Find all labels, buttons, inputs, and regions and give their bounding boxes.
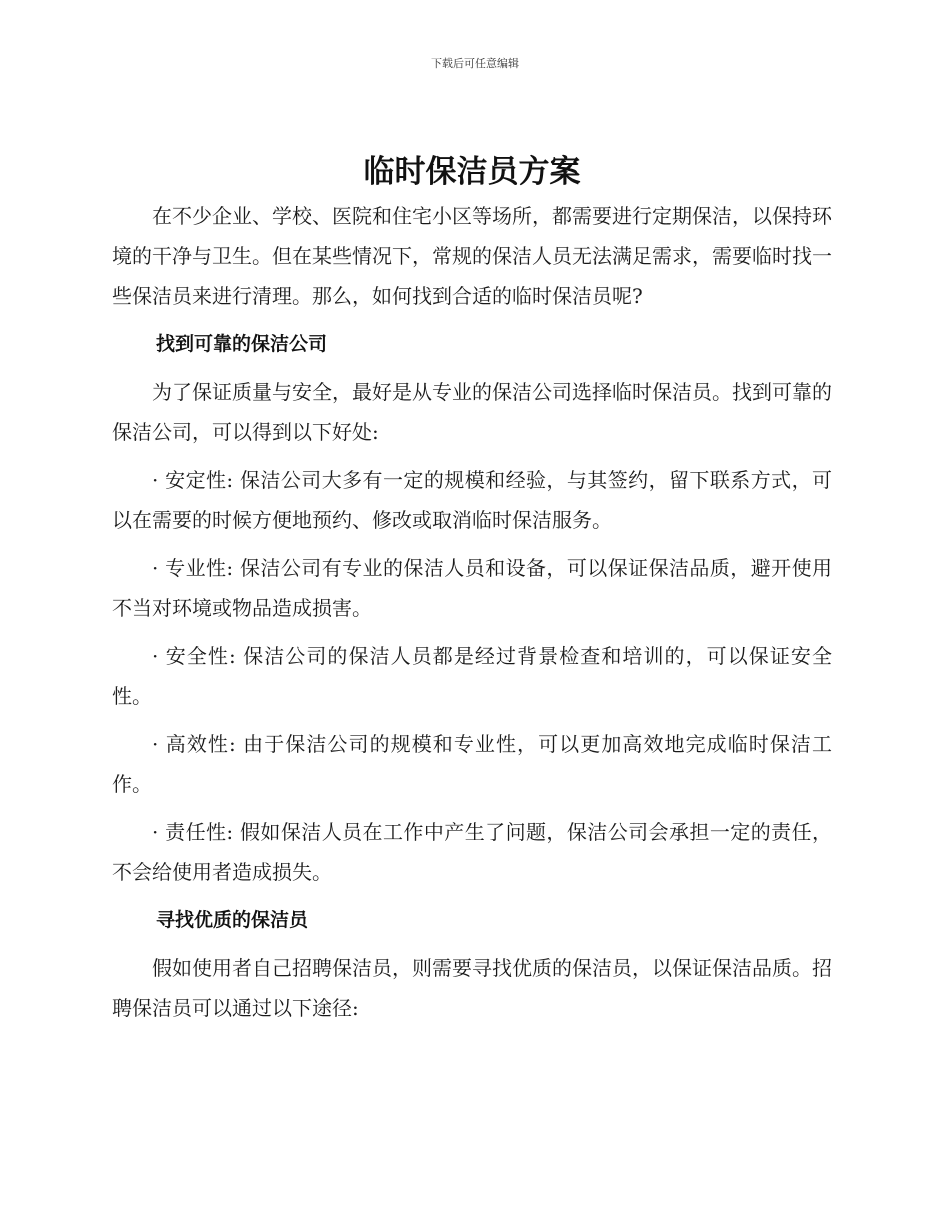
- bullet-label: · 安定性:: [152, 468, 234, 492]
- bullet-text: 假如保洁人员在工作中产生了问题，保洁公司会承担一定的责任，不会给使用者造成损失。: [112, 820, 833, 884]
- bullet-item-efficiency: [112, 724, 832, 804]
- bullet-label: · 责任性:: [152, 820, 234, 844]
- bullet-label: · 安全性:: [152, 644, 236, 668]
- bullet-text: 保洁公司的保洁人员都是经过背景检查和培训的，可以保证安全性。: [112, 644, 833, 708]
- document-body: [112, 150, 832, 1036]
- bullet-item-responsibility: [112, 812, 832, 892]
- section1-lead-paragraph: 为了保证质量与安全，最好是从专业的保洁公司选择临时保洁员。找到可靠的保洁公司，可以得到以下好处:: [112, 380, 832, 444]
- header-note: 下载后可任意编辑: [431, 57, 519, 70]
- section-heading-reliable-company: 找到可靠的保洁公司: [156, 333, 328, 355]
- bullet-text: 由于保洁公司的规模和专业性，可以更加高效地完成临时保洁工作。: [112, 732, 833, 796]
- section2-lead-paragraph: 假如使用者自己招聘保洁员，则需要寻找优质的保洁员，以保证保洁品质。招聘保洁员可以通过以下途径:: [112, 956, 832, 1020]
- section-heading-quality-cleaner: 寻找优质的保洁员: [156, 909, 309, 931]
- bullet-text: 保洁公司大多有一定的规模和经验，与其签约，留下联系方式，可以在需要的时候方便地预约、修改或取消临时保洁服务。: [112, 468, 833, 532]
- bullet-text: 保洁公司有专业的保洁人员和设备，可以保证保洁品质，避开使用不当对环境或物品造成损害。: [112, 556, 833, 620]
- bullet-label: · 专业性:: [152, 556, 234, 580]
- bullet-label: · 高效性:: [152, 732, 236, 756]
- bullet-item-stability: [112, 460, 832, 540]
- bullet-item-professional: [112, 548, 832, 628]
- intro-paragraph: 在不少企业、学校、医院和住宅小区等场所，都需要进行定期保洁，以保持环境的干净与卫生。但在某些情况下，常规的保洁人员无法满足需求，需要临时找一些保洁员来进行清理。那么，如何找到合适的临时保洁员呢?: [112, 204, 832, 308]
- document-title: 临时保洁员方案: [363, 154, 581, 190]
- bullet-item-safety: [112, 636, 832, 716]
